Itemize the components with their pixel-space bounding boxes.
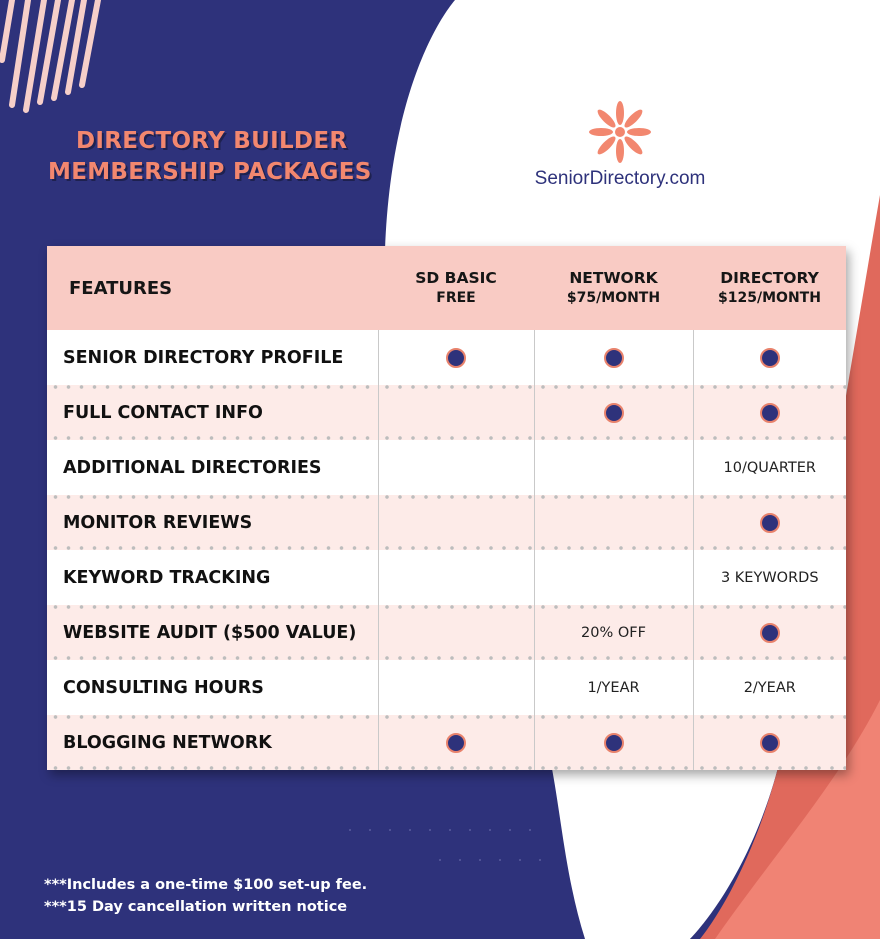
logo [520,98,720,190]
included-dot-icon [446,733,466,753]
table-row [47,330,846,385]
plan-cell [534,440,693,495]
included-dot-icon [604,403,624,423]
plan-cell [378,495,534,550]
plan-name: NETWORK [569,269,658,287]
plan-cell [378,440,534,495]
footnote-cancellation: ***15 Day cancellation written notice [44,899,348,915]
included-dot-icon [760,403,780,423]
feature-label: CONSULTING HOURS [47,660,378,715]
table-row [47,660,846,715]
feature-label: KEYWORD TRACKING [47,550,378,605]
footnote-setup-fee: ***Includes a one-time $100 set-up fee. [44,877,368,893]
feature-label: SENIOR DIRECTORY PROFILE [47,330,378,385]
included-dot-icon [604,348,624,368]
included-dot-icon [604,733,624,753]
feature-label: MONITOR REVIEWS [47,495,378,550]
plan-header-basic [378,246,534,330]
plan-cell: 3 KEYWORDS [693,550,846,605]
plan-cell [534,495,693,550]
title-line-1: DIRECTORY BUILDER [76,128,348,154]
plan-price: $125/MONTH [718,290,821,306]
plan-cell [693,330,846,385]
feature-label: ADDITIONAL DIRECTORIES [47,440,378,495]
plan-cell [378,550,534,605]
included-dot-icon [760,733,780,753]
plan-cell: 20% OFF [534,605,693,660]
included-dot-icon [760,623,780,643]
feature-label: WEBSITE AUDIT ($500 VALUE) [47,605,378,660]
plan-cell [378,330,534,385]
included-dot-icon [760,348,780,368]
table-row [47,495,846,550]
plan-cell [534,385,693,440]
table-body [47,330,846,770]
plan-cell [693,385,846,440]
packages-table [47,246,846,770]
plan-cell [378,660,534,715]
plan-cell [534,330,693,385]
feature-label: FULL CONTACT INFO [47,385,378,440]
plan-cell [693,495,846,550]
plan-cell [534,550,693,605]
brand-name: SeniorDirectory.com [534,168,706,189]
table-row [47,440,846,495]
plan-cell [378,605,534,660]
plan-cell [378,385,534,440]
plan-header-directory [693,246,846,330]
included-dot-icon [760,513,780,533]
title-line-2: MEMBERSHIP PACKAGES [48,159,372,185]
table-header-row [47,246,846,330]
page-title [48,126,388,188]
table-row [47,550,846,605]
plan-cell [534,715,693,770]
feature-label: BLOGGING NETWORK [47,715,378,770]
plan-name: SD BASIC [415,269,497,287]
plan-price: FREE [436,290,476,306]
features-header: FEATURES [47,246,378,330]
plan-cell [378,715,534,770]
plan-cell: 10/QUARTER [693,440,846,495]
plan-cell: 2/YEAR [693,660,846,715]
flower-icon [585,98,655,166]
table-row [47,605,846,660]
plan-name: DIRECTORY [720,269,819,287]
plan-cell [693,605,846,660]
plan-cell: 1/YEAR [534,660,693,715]
table-row [47,385,846,440]
table-row [47,715,846,770]
plan-cell [693,715,846,770]
footnotes [44,874,367,918]
plan-price: $75/MONTH [566,290,661,306]
included-dot-icon [446,348,466,368]
plan-header-network [534,246,693,330]
